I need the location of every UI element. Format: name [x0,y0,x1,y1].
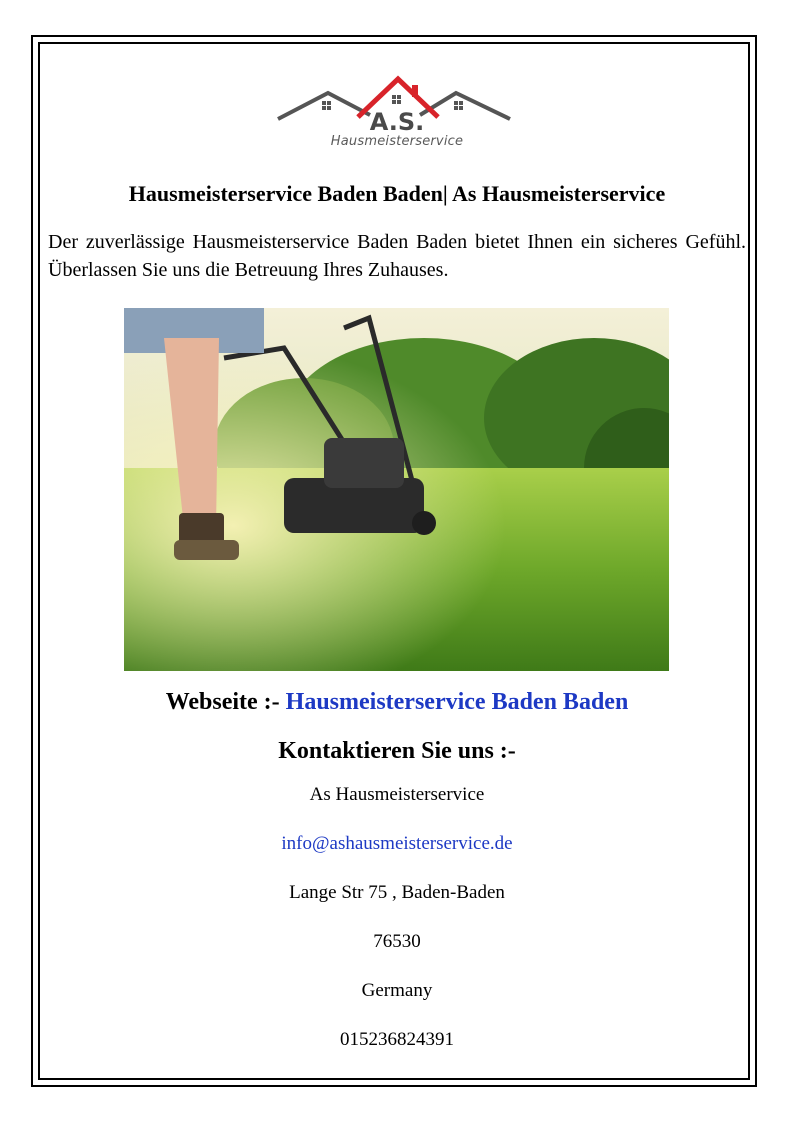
logo-brand-text: A.S. [369,108,425,136]
website-line [46,689,748,716]
intro-paragraph: Der zuverlässige Hausmeisterservice Baden Baden bietet Ihnen ein sicheres Gefühl. Überlassen Sie uns die Betreuung Ihres Zuhauses. [48,231,746,281]
contact-company: As Hausmeisterservice [309,784,485,805]
website-label: Webseite :- [165,689,286,715]
contact-zip: 76530 [373,931,421,952]
contact-heading: Kontaktieren Sie uns :- [278,738,516,764]
contact-street: Lange Str 75 , Baden-Baden [289,882,505,903]
contact-country: Germany [361,980,433,1001]
website-link[interactable]: Hausmeisterservice Baden Baden [285,689,629,715]
contact-phone: 015236824391 [340,1029,454,1050]
lawn-mower-photo [124,308,669,671]
page-title: Hausmeisterservice Baden Baden| As Hausmeisterservice [128,181,666,206]
logo-subtitle: Hausmeisterservice [330,134,464,149]
contact-email-link[interactable]: info@ashausmeisterservice.de [281,833,513,854]
